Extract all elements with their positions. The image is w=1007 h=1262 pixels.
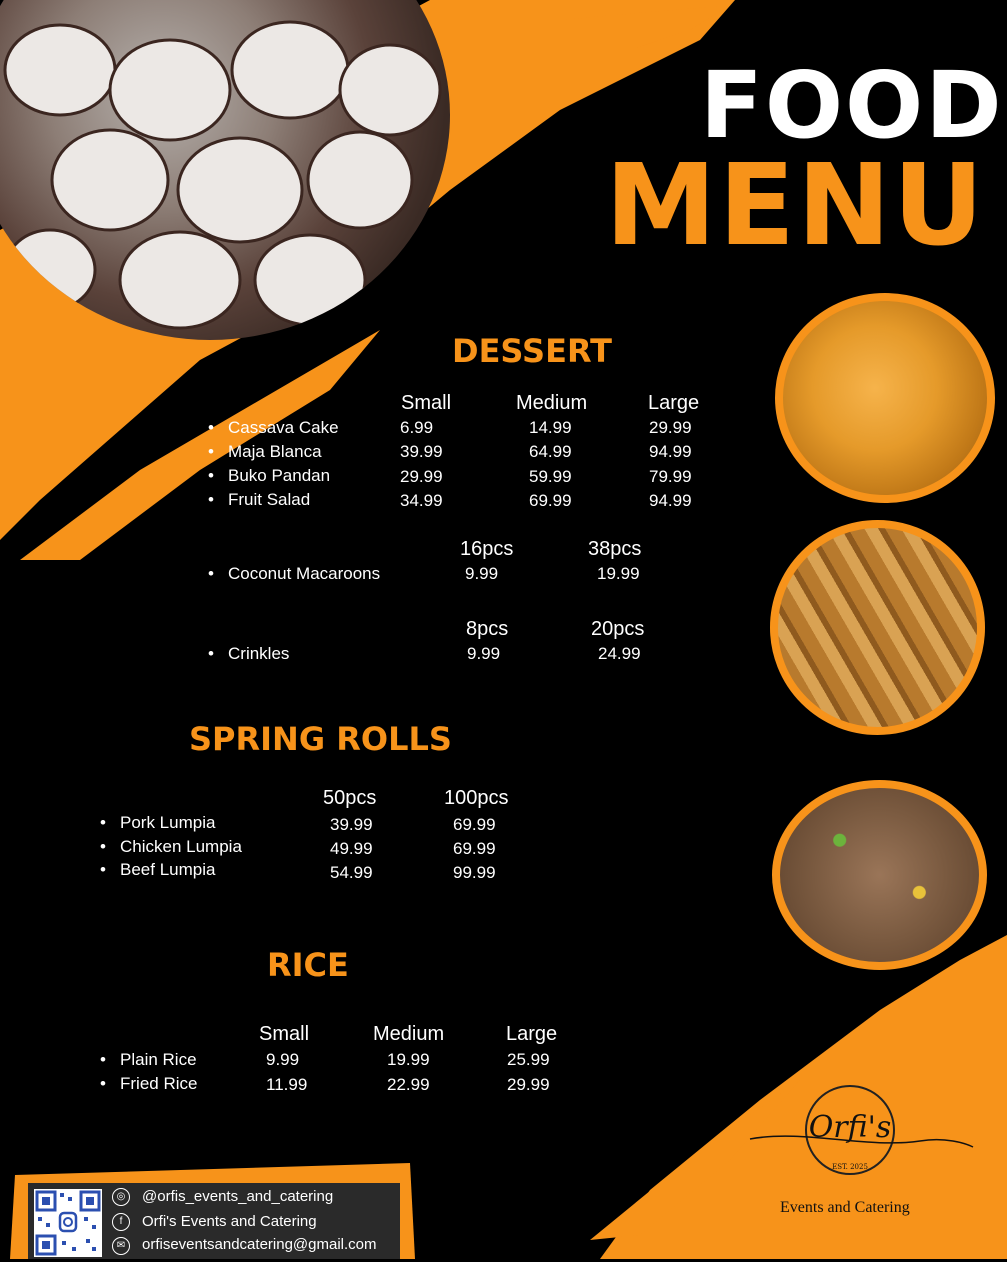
rice-header-medium: Medium: [373, 1023, 445, 1045]
title-food: FOOD: [700, 52, 1004, 159]
spring-rolls-price: 69.99: [453, 815, 496, 834]
dessert-price: 94.99: [649, 442, 692, 461]
facebook-page[interactable]: Orfi's Events and Catering: [142, 1213, 317, 1230]
spring-rolls-price: 54.99: [330, 863, 373, 882]
qr-code-icon[interactable]: [34, 1189, 102, 1257]
dessert-price: 94.99: [649, 491, 692, 510]
dessert-item-name: • Buko Pandan: [228, 466, 330, 486]
spring-rolls-title: SPRING ROLLS: [189, 720, 452, 758]
dessert-price: 79.99: [649, 467, 692, 486]
spring-rolls-price: 69.99: [453, 839, 496, 858]
dessert-price: 69.99: [529, 491, 572, 510]
crinkles-header-8pcs: 8pcs: [466, 618, 509, 640]
dessert-price: 29.99: [400, 467, 443, 486]
dessert-item-name: • Fruit Salad: [228, 490, 310, 510]
crinkles-price: 9.99: [467, 644, 501, 663]
dessert-price: 14.99: [529, 418, 572, 437]
spring-rolls-header-100pcs: 100pcs: [444, 787, 509, 809]
crinkles-price: 24.99: [598, 644, 641, 663]
macaroons-header-38pcs: 38pcs: [588, 538, 642, 560]
dessert-title: DESSERT: [452, 332, 612, 370]
logo-est: EST. 2025: [832, 1163, 868, 1171]
macaroons-price: 9.99: [465, 564, 499, 583]
dessert-price: 64.99: [529, 442, 572, 461]
logo-name: Orfi's: [808, 1110, 892, 1145]
spring-rolls-price: 39.99: [330, 815, 373, 834]
spring-rolls-photo: [770, 520, 985, 735]
spring-rolls-item-name: • Chicken Lumpia: [120, 837, 242, 857]
title-menu: MENU: [605, 141, 986, 271]
macaroons-photo: [775, 293, 995, 503]
spring-rolls-price: 99.99: [453, 863, 496, 882]
rice-price: 19.99: [387, 1050, 430, 1069]
instagram-handle[interactable]: @orfis_events_and_catering: [142, 1188, 334, 1205]
dessert-price: 34.99: [400, 491, 443, 510]
dessert-price: 29.99: [649, 418, 692, 437]
rice-price: 11.99: [266, 1075, 308, 1094]
rice-price: 29.99: [507, 1075, 550, 1094]
spring-rolls-price: 49.99: [330, 839, 373, 858]
spring-rolls-item-name: • Pork Lumpia: [120, 813, 215, 833]
rice-header-large: Large: [506, 1023, 558, 1045]
facebook-icon: f: [112, 1213, 130, 1231]
fried-rice-photo: [772, 780, 987, 970]
rice-price: 25.99: [507, 1050, 550, 1069]
crinkles-header-20pcs: 20pcs: [591, 618, 645, 640]
dessert-price: 6.99: [400, 418, 434, 437]
crinkles-item-name: • Crinkles: [228, 644, 289, 664]
email-address[interactable]: orfiseventsandcatering@gmail.com: [142, 1236, 377, 1253]
rice-header-small: Small: [259, 1023, 310, 1045]
rice-price: 9.99: [266, 1050, 300, 1069]
spring-rolls-item-name: • Beef Lumpia: [120, 860, 215, 880]
dessert-header-small: Small: [401, 392, 452, 414]
macaroons-item-name: • Coconut Macaroons: [228, 564, 380, 584]
dessert-header-medium: Medium: [516, 392, 588, 414]
dessert-header-large: Large: [648, 392, 700, 414]
dessert-item-name: • Cassava Cake: [228, 418, 339, 438]
rice-item-name: • Fried Rice: [120, 1074, 197, 1094]
rice-title: RICE: [267, 946, 349, 984]
rice-price: 22.99: [387, 1075, 430, 1094]
email-icon: ✉: [112, 1237, 130, 1255]
rice-item-name: • Plain Rice: [120, 1050, 197, 1070]
dessert-price: 39.99: [400, 442, 443, 461]
instagram-icon: ◎: [112, 1188, 130, 1206]
macaroons-header-16pcs: 16pcs: [460, 538, 514, 560]
logo-subtitle: Events and Catering: [780, 1199, 910, 1216]
dessert-price: 59.99: [529, 467, 572, 486]
dessert-item-name: • Maja Blanca: [228, 442, 322, 462]
macaroons-price: 19.99: [597, 564, 640, 583]
spring-rolls-header-50pcs: 50pcs: [323, 787, 377, 809]
